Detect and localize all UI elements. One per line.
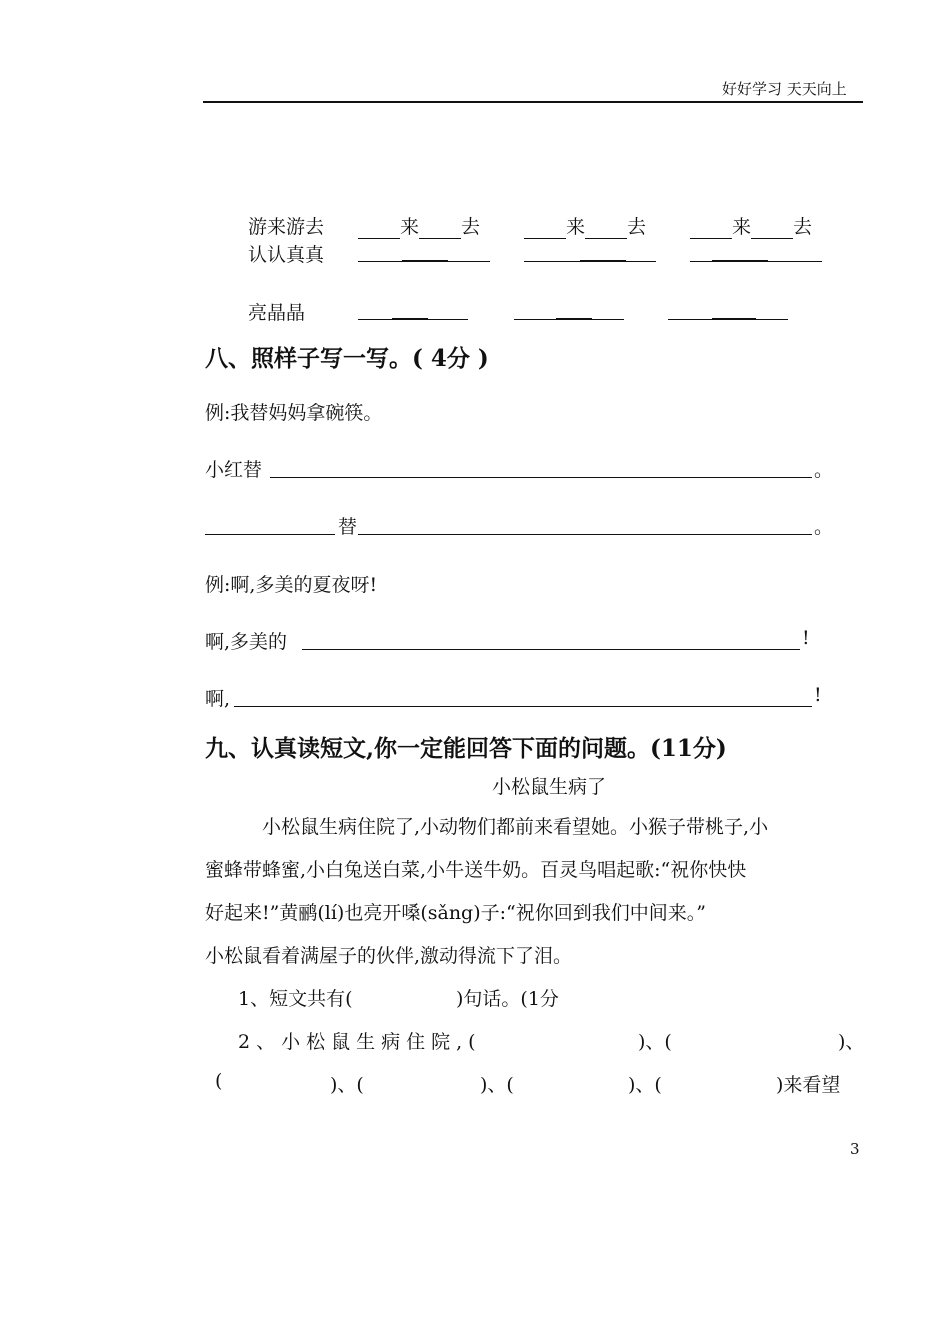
- qu-char: 去: [627, 216, 647, 238]
- row2-label: 认认真真: [248, 244, 325, 266]
- story-line-1: 小松鼠生病住院了,小动物们都前来看望她。小猴子带桃子,小: [262, 816, 769, 838]
- q1-text: 1、短文共有(: [238, 988, 353, 1010]
- story-title: 小松鼠生病了: [492, 776, 607, 798]
- q1-answer-blank[interactable]: [372, 984, 452, 1010]
- line2-ti: 替: [338, 516, 358, 538]
- line4-exclaim: !: [814, 684, 822, 706]
- story-line-2: 蜜蜂带蜂蜜,小白兔送白菜,小牛送牛奶。百灵鸟唱起歌:“祝你快快: [205, 859, 747, 881]
- qu-char: 去: [461, 216, 481, 238]
- line1-prefix: 小红替: [205, 459, 263, 481]
- line1-period: 。: [814, 459, 834, 481]
- story-line-4: 小松鼠看着满屋子的伙伴,激动得流下了泪。: [205, 945, 573, 967]
- row1-group2: [524, 212, 646, 239]
- line2-blank-a[interactable]: [205, 534, 335, 535]
- example-1: 例:我替妈妈拿碗筷。: [205, 402, 383, 424]
- row3-blank-1-mid: [392, 318, 428, 320]
- row2-blank-2-mid: [580, 260, 626, 262]
- row3-label: 亮晶晶: [248, 302, 306, 324]
- line3-blank[interactable]: [302, 649, 800, 650]
- row1-group1: [358, 212, 480, 239]
- q2-line2-e: )来看望: [776, 1074, 841, 1096]
- example-2: 例:啊,多美的夏夜呀!: [205, 574, 378, 596]
- q2-answer-2[interactable]: [694, 1027, 834, 1053]
- row1-label: 游来游去: [248, 216, 325, 238]
- line3-prefix: 啊,多美的: [205, 631, 288, 653]
- q2-answer-1[interactable]: [494, 1027, 634, 1053]
- q2-line1-c: )、: [838, 1031, 865, 1053]
- line3-exclaim: !: [802, 627, 810, 649]
- row3-blank-3-mid: [712, 318, 756, 320]
- q2-answer-5[interactable]: [530, 1070, 620, 1096]
- line2-blank-b[interactable]: [358, 534, 812, 535]
- row1-group3: [690, 212, 812, 239]
- row2-blank-1-mid: [402, 260, 448, 262]
- header-rule: [203, 101, 863, 103]
- q2-answer-6[interactable]: [680, 1070, 770, 1096]
- line4-blank[interactable]: [234, 706, 812, 707]
- page-number: 3: [850, 1140, 860, 1158]
- q2-line2-c: )、(: [480, 1074, 514, 1096]
- line4-prefix: 啊,: [205, 688, 231, 710]
- q2-line2-d: )、(: [628, 1074, 662, 1096]
- header-text: 好好学习 天天向上: [722, 80, 847, 98]
- section9-title: 九、认真读短文,你一定能回答下面的问题。(11分): [205, 735, 727, 762]
- line1-blank[interactable]: [270, 477, 812, 478]
- q2-line2-b: )、(: [330, 1074, 364, 1096]
- row2-blank-3-mid: [712, 260, 768, 262]
- qu-char: 去: [793, 216, 813, 238]
- row3-blank-2-mid: [556, 318, 592, 320]
- q2-answer-4[interactable]: [380, 1070, 470, 1096]
- q2-answer-3[interactable]: [236, 1070, 326, 1096]
- lai-char: 来: [732, 216, 752, 238]
- story-line-3: 好起来!”黄鹂(lí)也亮开嗓(sǎng)子:“祝你回到我们中间来。”: [205, 902, 706, 924]
- line2-period: 。: [814, 516, 834, 538]
- lai-char: 来: [400, 216, 420, 238]
- section8-title: 八、照样子写一写。( 4分 ): [205, 345, 489, 372]
- q2-line1-b: )、(: [638, 1031, 672, 1053]
- q2-line1-a: 2、小松鼠生病住院,(: [238, 1031, 482, 1053]
- q2-line2-a: (: [215, 1070, 223, 1092]
- q1-end: )句话。(1分: [456, 988, 559, 1010]
- lai-char: 来: [566, 216, 586, 238]
